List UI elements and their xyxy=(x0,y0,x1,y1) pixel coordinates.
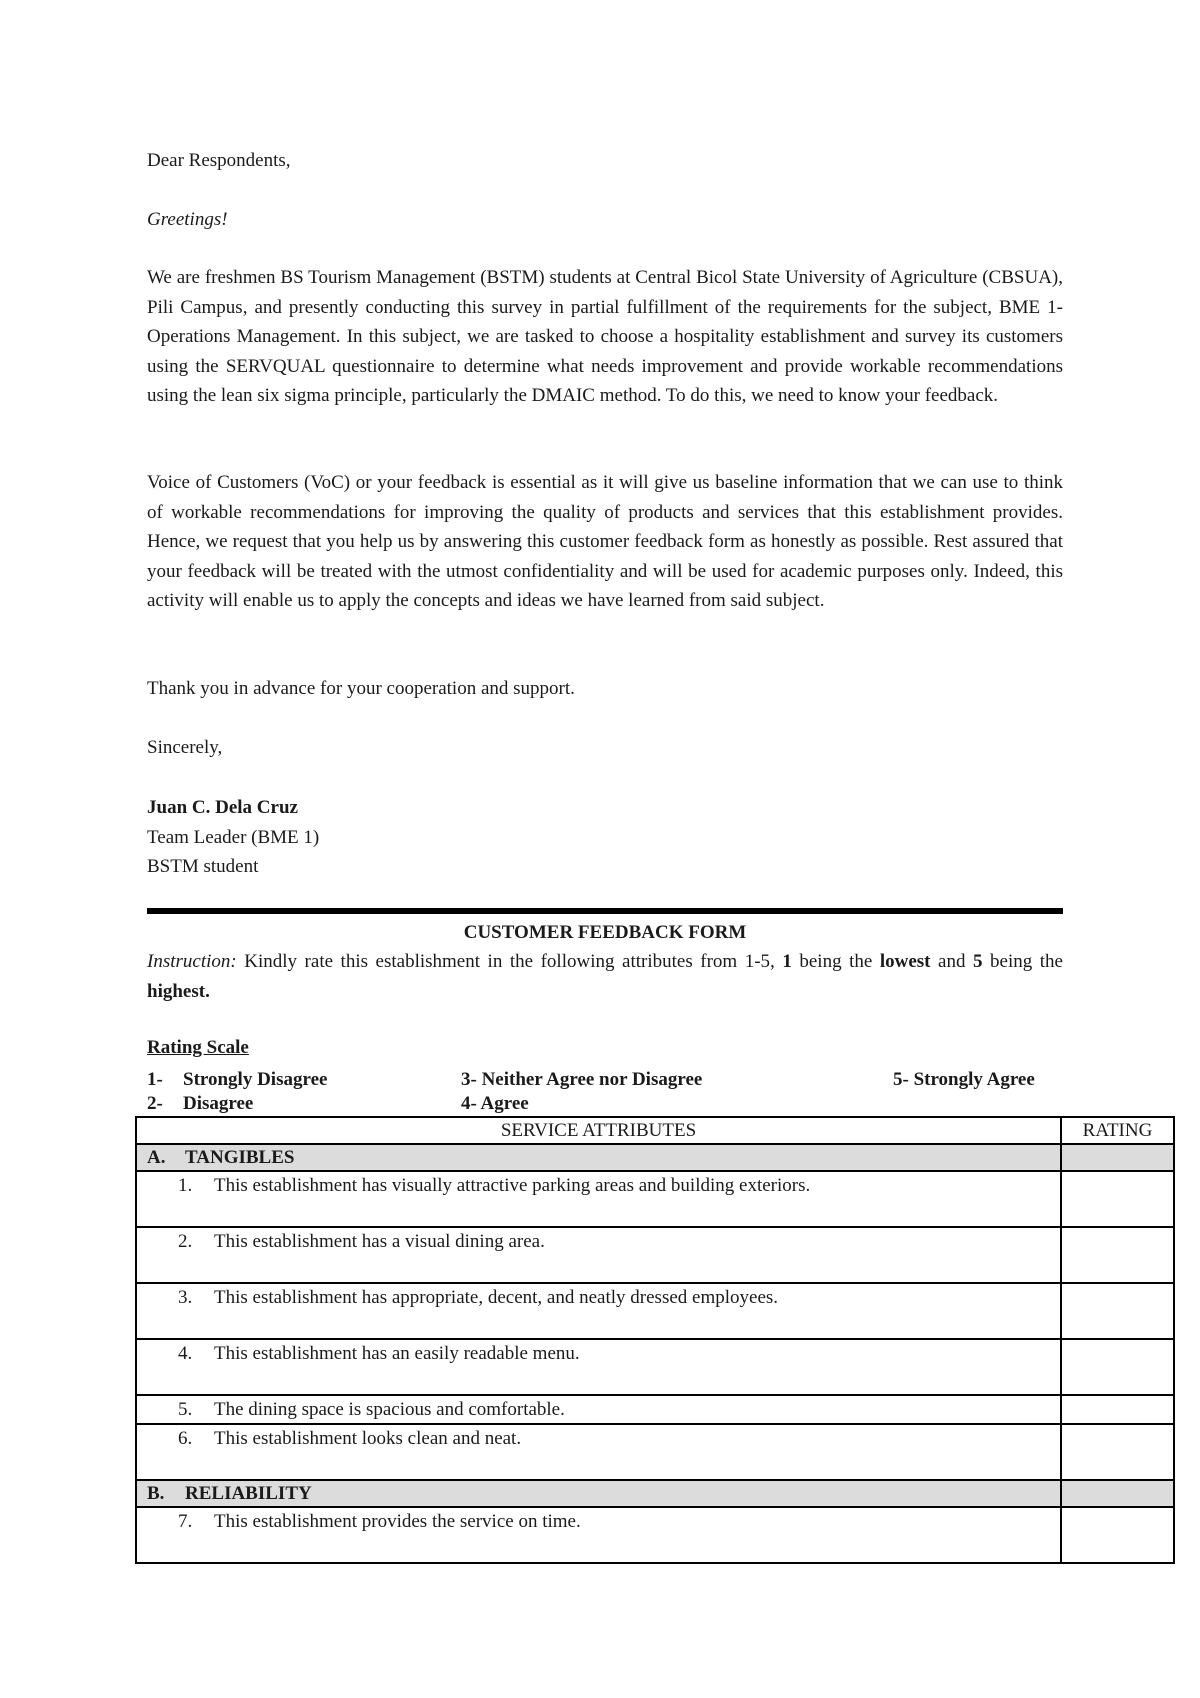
scale-number: 5- xyxy=(893,1069,909,1090)
scale-item xyxy=(461,1068,702,1092)
category-row-tangibles xyxy=(136,1144,1174,1171)
signatory-role: Team Leader (BME 1) xyxy=(147,826,320,848)
form-instruction xyxy=(147,947,1063,1006)
category-letter: A. xyxy=(147,1147,166,1168)
table-row xyxy=(136,1507,1174,1563)
table-header-row xyxy=(136,1117,1174,1144)
scale-item xyxy=(893,1068,1035,1092)
instruction-text-3: and xyxy=(930,951,973,972)
signatory-name: Juan C. Dela Cruz xyxy=(147,797,298,818)
attribute-cell xyxy=(136,1507,1061,1563)
scale-label: Neither Agree nor Disagree xyxy=(481,1069,703,1090)
form-title: CUSTOMER FEEDBACK FORM xyxy=(463,922,747,943)
table-row xyxy=(136,1395,1174,1424)
table-row xyxy=(136,1339,1174,1395)
highest-word: highest. xyxy=(147,980,210,1002)
item-text: This establishment has a visual dining area. xyxy=(214,1231,545,1252)
service-attributes-table xyxy=(135,1116,1175,1564)
rating-input-cell[interactable] xyxy=(1061,1507,1174,1563)
scale-item xyxy=(147,1068,327,1092)
signature-block xyxy=(147,793,1063,882)
rating-input-cell[interactable] xyxy=(1061,1283,1174,1339)
thanks-line: Thank you in advance for your cooperation and support. xyxy=(147,678,575,699)
scale-label: Strongly Agree xyxy=(913,1069,1035,1090)
rating-input-cell[interactable] xyxy=(1061,1424,1174,1480)
scale-item xyxy=(461,1092,529,1116)
attribute-cell xyxy=(136,1395,1061,1424)
salutation: Dear Respondents, xyxy=(147,150,291,171)
greeting: Greetings! xyxy=(147,209,228,230)
table-row xyxy=(136,1171,1174,1227)
category-name: RELIABILITY xyxy=(185,1483,312,1504)
item-text: This establishment provides the service on time. xyxy=(214,1511,581,1532)
scale-number: 2- xyxy=(147,1093,163,1114)
header-service-attributes: SERVICE ATTRIBUTES xyxy=(136,1117,1061,1144)
category-rating-cell xyxy=(1061,1144,1174,1171)
item-text: The dining space is spacious and comfortable. xyxy=(214,1399,565,1420)
scale-number: 3- xyxy=(461,1069,477,1090)
scale-label: Agree xyxy=(480,1093,529,1114)
item-text: This establishment looks clean and neat. xyxy=(214,1428,522,1449)
item-number: 2. xyxy=(178,1231,193,1252)
table-row xyxy=(136,1227,1174,1283)
letter-paragraph-1: We are freshmen BS Tourism Management (BSTM) students at Central Bicol State University of Agriculture (CBSUA), Pili Campus, and presently conducting this survey in partial fulfillment of the requirements for the subject, BME 1- Operations Management. In this subject, we are tasked to choose a hospitality establishment and survey its customers using the SERVQUAL questionnaire to determine what needs improvement and provide workable recommendations using the lean six sigma principle, particularly the DMAIC method. To do this, we need to know your feedback. xyxy=(147,267,1063,406)
rating-input-cell[interactable] xyxy=(1061,1171,1174,1227)
category-label xyxy=(136,1144,1061,1171)
item-number: 6. xyxy=(178,1428,193,1449)
instruction-label: Instruction: xyxy=(147,951,237,972)
item-number: 1. xyxy=(178,1175,193,1196)
item-number: 7. xyxy=(178,1511,193,1532)
section-divider xyxy=(147,908,1063,914)
item-number: 3. xyxy=(178,1287,193,1308)
rating-input-cell[interactable] xyxy=(1061,1339,1174,1395)
scale-number: 1- xyxy=(147,1069,163,1090)
category-letter: B. xyxy=(147,1483,165,1504)
header-rating: RATING xyxy=(1061,1117,1174,1144)
category-name: TANGIBLES xyxy=(185,1147,295,1168)
scale-number: 4- xyxy=(461,1093,477,1114)
lowest-number: 1 xyxy=(782,951,792,972)
table-row xyxy=(136,1424,1174,1480)
highest-number: 5 xyxy=(973,951,983,972)
scale-item xyxy=(147,1092,253,1116)
item-text: This establishment has an easily readable menu. xyxy=(214,1343,580,1364)
table-row xyxy=(136,1283,1174,1339)
attribute-cell xyxy=(136,1339,1061,1395)
closing: Sincerely, xyxy=(147,737,223,758)
scale-label: Strongly Disagree xyxy=(183,1069,328,1090)
item-number: 5. xyxy=(178,1399,193,1420)
instruction-text-4: being the xyxy=(982,951,1063,972)
rating-input-cell[interactable] xyxy=(1061,1227,1174,1283)
category-row-reliability xyxy=(136,1480,1174,1507)
rating-scale-heading: Rating Scale xyxy=(147,1037,249,1058)
attribute-cell xyxy=(136,1227,1061,1283)
item-text: This establishment has visually attractive parking areas and building exteriors. xyxy=(214,1175,811,1196)
instruction-text-1: Kindly rate this establishment in the following attributes from 1-5, xyxy=(236,951,783,972)
category-rating-cell xyxy=(1061,1480,1174,1507)
signatory-program: BSTM student xyxy=(147,856,259,877)
lowest-word: lowest xyxy=(879,951,931,972)
item-number: 4. xyxy=(178,1343,193,1364)
instruction-text-2: being the xyxy=(791,951,880,972)
attribute-cell xyxy=(136,1171,1061,1227)
category-label xyxy=(136,1480,1061,1507)
attribute-cell xyxy=(136,1283,1061,1339)
attribute-cell xyxy=(136,1424,1061,1480)
item-text: This establishment has appropriate, decent, and neatly dressed employees. xyxy=(214,1287,779,1308)
letter-paragraph-2: Voice of Customers (VoC) or your feedback is essential as it will give us baseline information that we can use to think of workable recommendations for improving the quality of products and services that this establishment provides. Hence, we request that you help us by answering this customer feedback form as honestly as possible. Rest assured that your feedback will be treated with the utmost confidentiality and will be used for academic purposes only. Indeed, this activity will enable us to apply the concepts and ideas we have learned from said subject. xyxy=(147,472,1063,611)
rating-input-cell[interactable] xyxy=(1061,1395,1174,1424)
scale-label: Disagree xyxy=(183,1093,254,1114)
